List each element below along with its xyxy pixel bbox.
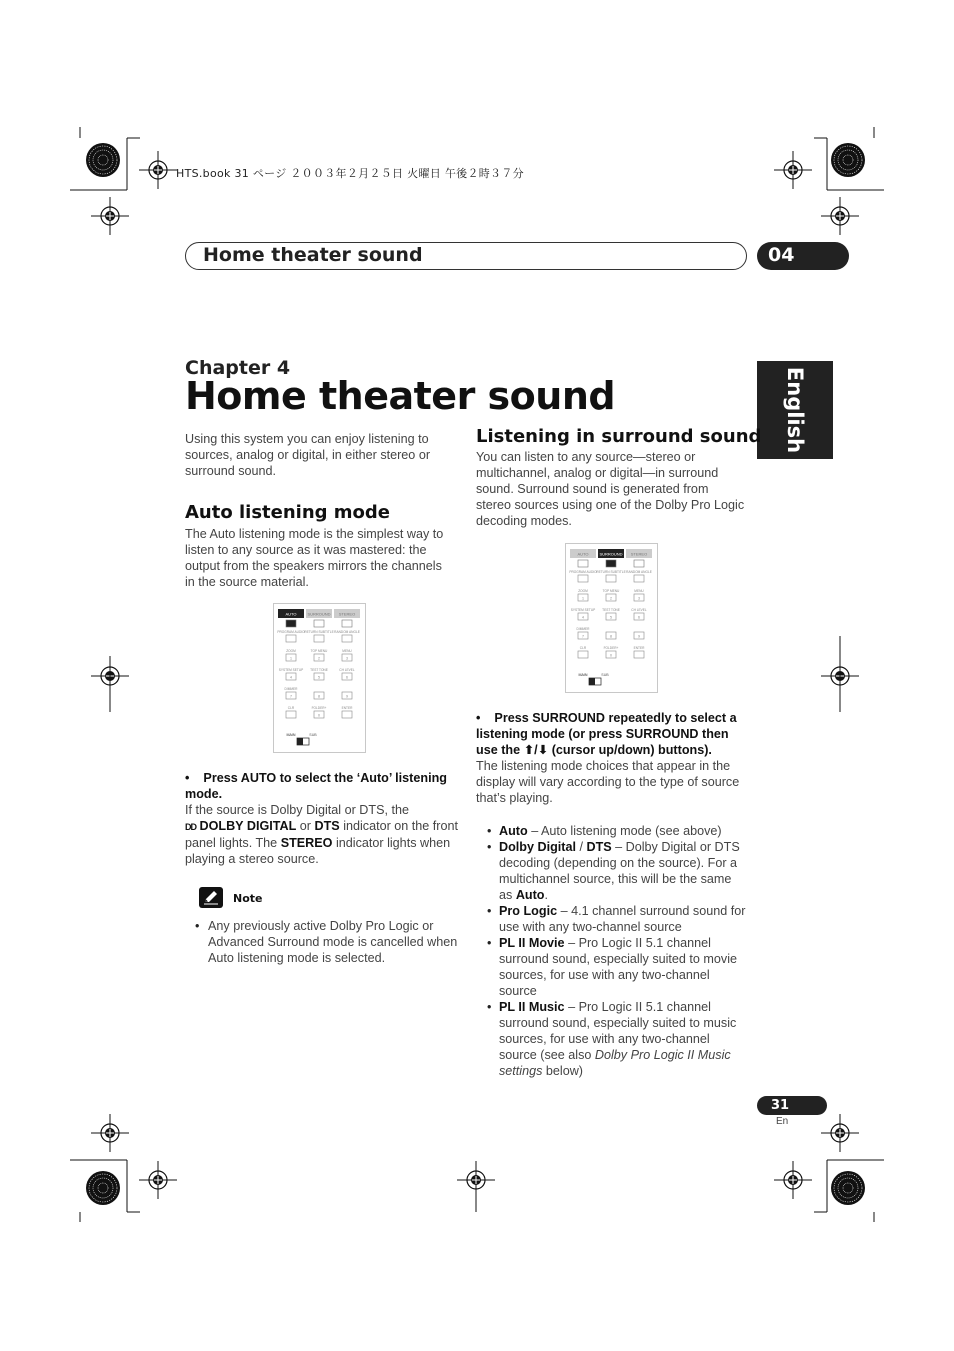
remote-button-label: RETURN SUBTITLE [596, 570, 626, 574]
remote-illustration-auto [273, 603, 366, 753]
remote-button-label: MENU [342, 649, 352, 653]
remote-button-number: 1 [582, 596, 584, 601]
remote-button-label: CLR [579, 646, 587, 650]
language-label: English [783, 366, 807, 454]
note-text [195, 918, 468, 966]
auto-step [185, 770, 460, 867]
remote-button [342, 620, 352, 627]
page-number: 31 [771, 1098, 790, 1113]
mode-desc: – Dolby Digital or DTS decoding (depending on the source). For a multichannel source, this will be the same as [499, 840, 740, 902]
remote-button-number: 4 [290, 675, 292, 680]
note-body: Any previously active Dolby Pro Logic or Advanced Surround mode is cancelled when Auto listening mode is selected. [208, 919, 458, 965]
mode-desc: – Pro Logic II 5.1 channel surround sound, especially suited to music sources, for use with any two-channel source (see also [499, 1000, 737, 1062]
remote-button-number: 6 [346, 675, 348, 680]
remote-button [342, 635, 352, 642]
remote-button-label: DIMMER [284, 687, 298, 691]
remote-button-label: SYSTEM SETUP [570, 608, 596, 612]
header-title: Home theater sound [203, 244, 423, 266]
mode-desc-end: below) [545, 1064, 584, 1078]
cross-reference: Dolby Pro Logic II Music settings [499, 1048, 731, 1078]
remote-button [578, 575, 588, 582]
dolby-logo: DD [185, 822, 196, 832]
chapter-label: Chapter 4 [185, 357, 291, 379]
stereo-indicator: STEREO [280, 836, 333, 850]
list-item [476, 839, 748, 903]
or-text: or [299, 819, 311, 833]
remote-button [634, 575, 644, 582]
list-item [476, 823, 748, 839]
mode-desc: – Auto listening mode (see above) [531, 824, 722, 838]
remote-button-number: 9 [638, 634, 640, 639]
remote-illustration-surround [565, 543, 658, 693]
remote-button-number: 3 [346, 656, 348, 661]
mode-ref: Auto [515, 888, 545, 902]
listening-mode-list [476, 823, 748, 1079]
remote-button [314, 620, 324, 627]
list-item [476, 935, 748, 999]
remote-button [578, 651, 588, 658]
surround-step [476, 710, 748, 806]
remote-button-label: DIMMER [576, 627, 590, 631]
remote-graphic [274, 604, 366, 753]
remote-key-label: AUTO [285, 611, 297, 617]
surround-step-instruction: Press SURROUND repeatedly to select a listening mode (or press SURROUND then use the [476, 711, 737, 757]
remote-button-label: TEST TONE [310, 668, 328, 672]
remote-button-label: CH LEVEL [339, 668, 355, 672]
chapter-number: 04 [768, 244, 795, 266]
cursor-arrows-icon: ⬆/⬇ [523, 743, 549, 757]
remote-button-label: FOLDER+ [603, 646, 619, 650]
remote-button [286, 711, 296, 718]
remote-button-number: 7 [290, 694, 292, 699]
auto-detail-2: indicator on the front panel lights. The [185, 819, 459, 850]
remote-key-label: AUTO [577, 551, 589, 557]
remote-key-label: SURROUND [599, 551, 623, 557]
remote-button-label: SYSTEM SETUP [278, 668, 304, 672]
page-language: En [776, 1116, 789, 1127]
remote-switch-knob [297, 738, 303, 745]
pencil-note-icon [199, 887, 223, 908]
remote-button-number: 6 [638, 615, 640, 620]
remote-button-number: 5 [610, 615, 612, 620]
remote-button-label: ENTER [633, 646, 645, 650]
remote-button-label: TEST TONE [602, 608, 620, 612]
intro-paragraph: Using this system you can enjoy listening to sources, analog or digital, in either stereo or surround sound. [185, 432, 431, 478]
remote-button [606, 560, 616, 567]
remote-switch-main: MAIN [578, 673, 588, 677]
note-label: Note [233, 892, 263, 905]
remote-button-label: PROGRAM AUDIO [277, 630, 305, 634]
list-item [476, 903, 748, 935]
mode-name: PL II Movie [499, 936, 565, 950]
remote-graphic [566, 544, 658, 693]
remote-button-number: 3 [638, 596, 640, 601]
mode-name: DTS [586, 840, 612, 854]
language-tab [757, 361, 833, 459]
auto-detail-1: If the source is Dolby Digital or DTS, the [185, 803, 409, 817]
remote-key-label: SURROUND [307, 611, 331, 617]
auto-detail-3: indicator lights when playing a stereo source. [185, 836, 451, 866]
mode-desc: – Pro Logic II 5.1 channel surround sound, especially suited to movie sources, for use with any two-channel source [499, 936, 738, 998]
auto-mode-paragraph: The Auto listening mode is the simplest way to listen to any source as it was mastered: the output from the speakers mirrors the channels in the source material. [185, 527, 444, 589]
note-bullet: • [195, 919, 200, 933]
remote-button-number: 2 [610, 596, 612, 601]
remote-button-number: 4 [582, 615, 584, 620]
surround-detail: The listening mode choices that appear in the display will vary according to the type of source that’s playing. [476, 759, 740, 805]
remote-button-label: FOLDER+ [311, 706, 327, 710]
remote-button-label: CH LEVEL [631, 608, 647, 612]
remote-button [342, 711, 352, 718]
step-bullet: • [476, 711, 481, 725]
remote-button-number: 5 [318, 675, 320, 680]
remote-button-label: ENTER [341, 706, 353, 710]
remote-button-number: 2 [318, 656, 320, 661]
remote-switch-main: MAIN [286, 733, 296, 737]
mode-name: Dolby Digital [499, 840, 576, 854]
remote-button-label: ZOOM [286, 649, 296, 653]
step-bullet: • [185, 771, 190, 785]
remote-button [314, 635, 324, 642]
page-title: Home theater sound [185, 374, 616, 418]
remote-switch-knob [589, 678, 595, 685]
remote-button-number: 8 [318, 694, 320, 699]
remote-switch-sub: SUB [309, 733, 317, 737]
remote-button-label: TOP MENU [310, 649, 328, 653]
print-info: HTS.book 31 ページ ２００３年２月２５日 火曜日 午後２時３７分 [176, 167, 524, 180]
remote-button [578, 560, 588, 567]
remote-button-label: RETURN SUBTITLE [304, 630, 334, 634]
remote-button-number: 7 [582, 634, 584, 639]
dts-indicator: DTS [314, 819, 340, 833]
remote-key-label: STEREO [338, 611, 356, 617]
remote-button-number: 8 [610, 634, 612, 639]
remote-button-number: 9 [346, 694, 348, 699]
remote-key-label: STEREO [630, 551, 648, 557]
remote-switch-sub: SUB [601, 673, 609, 677]
remote-button [606, 575, 616, 582]
surround-heading: Listening in surround sound [476, 426, 762, 447]
mode-name: PL II Music [499, 1000, 565, 1014]
surround-paragraph: You can listen to any source—stereo or multichannel, analog or digital—in surround sound. Surround sound is generated from stereo sources using one of the Dolby Pro Logic decoding modes. [476, 450, 745, 528]
list-item [476, 999, 748, 1079]
mode-desc-end: . [544, 888, 548, 902]
remote-button [634, 560, 644, 567]
auto-step-instruction: Press AUTO to select the ‘Auto’ listening mode. [185, 771, 447, 801]
remote-button-label: MENU [634, 589, 644, 593]
surround-step-instruction-end: (cursor up/down) buttons). [551, 743, 712, 757]
remote-button-label: RANDOM ANGLE [334, 630, 360, 634]
remote-button [286, 620, 296, 627]
remote-button-number: 1 [290, 656, 292, 661]
mode-name: Auto [499, 824, 528, 838]
remote-button-label: TOP MENU [602, 589, 620, 593]
remote-button-number: 0 [318, 713, 320, 718]
remote-button-number: 0 [610, 653, 612, 658]
page-number-badge [757, 1096, 827, 1115]
remote-button-label: CLR [287, 706, 295, 710]
remote-button [286, 635, 296, 642]
dolby-digital-indicator: DOLBY DIGITAL [199, 819, 297, 833]
mode-name: Pro Logic [499, 904, 558, 918]
remote-button-label: PROGRAM AUDIO [569, 570, 597, 574]
mode-separator: / [579, 840, 583, 854]
remote-button-label: ZOOM [578, 589, 588, 593]
remote-button-label: RANDOM ANGLE [626, 570, 652, 574]
mode-desc: – 4.1 channel surround sound for use with any two-channel source [499, 904, 746, 934]
auto-mode-heading: Auto listening mode [185, 502, 391, 523]
remote-button [634, 651, 644, 658]
